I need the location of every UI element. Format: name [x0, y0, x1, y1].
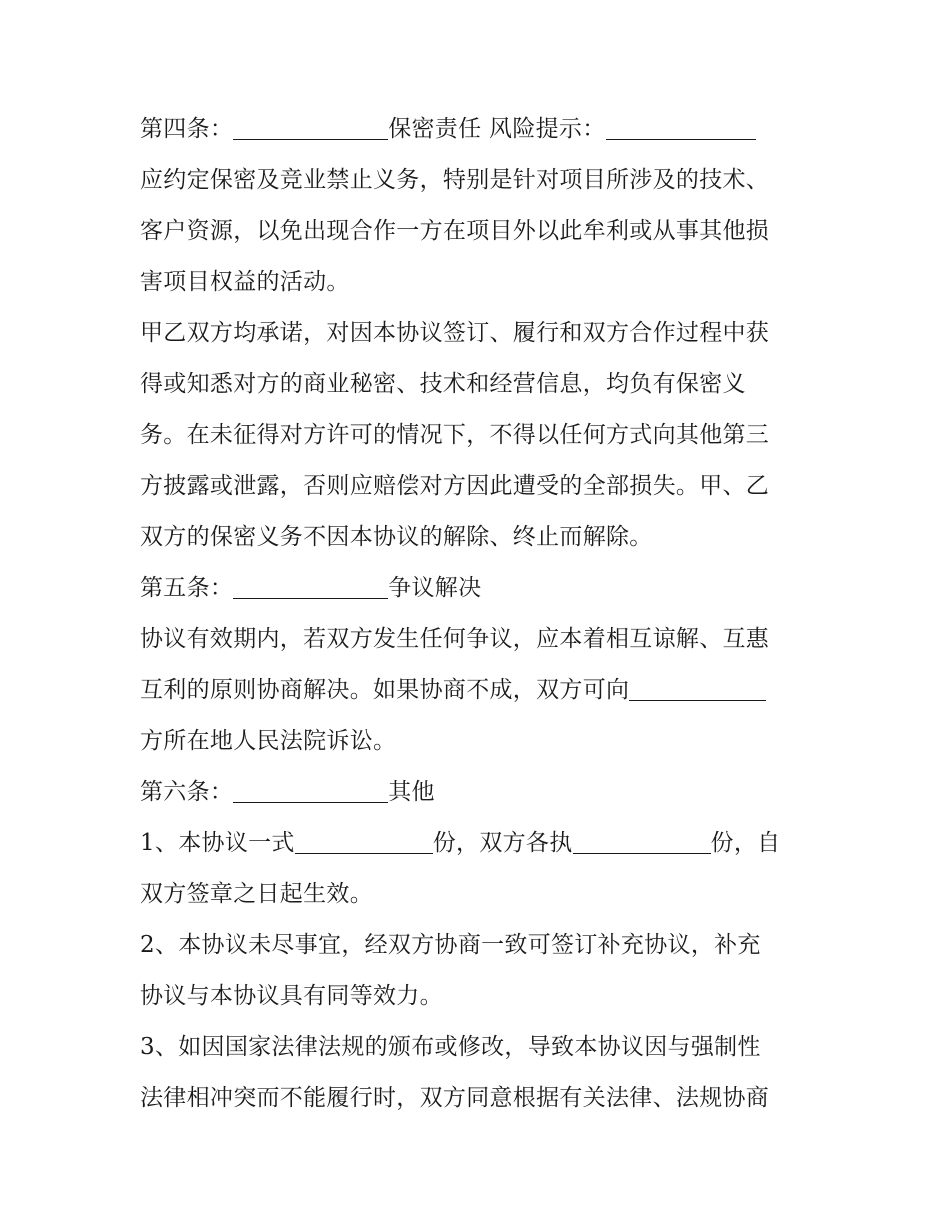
article6-item3-line: 法律相冲突而不能履行时，双方同意根据有关法律、法规协商	[140, 1085, 770, 1111]
article4-p2-line: 双方的保密义务不因本协议的解除、终止而解除。	[140, 524, 653, 550]
article6-heading-title: 其他	[388, 779, 435, 805]
article5-court-blank	[629, 672, 766, 701]
article5-heading-prefix: 第五条：	[140, 575, 234, 601]
article4-heading-prefix: 第四条：	[140, 116, 234, 142]
contract-body	[140, 104, 820, 1124]
article5-p1-text: 互利的原则协商解决。如果协商不成，双方可向	[140, 677, 630, 703]
article4-p1-line: 客户资源，以免出现合作一方在项目外以此牟利或从事其他损	[140, 218, 770, 244]
article4-blank-1	[233, 111, 388, 140]
article5-p1-line: 方所在地人民法院诉讼。	[140, 728, 397, 754]
article5-blank	[233, 570, 388, 599]
article4-p1-line: 害项目权益的活动。	[140, 269, 350, 295]
article4-p2-line: 得或知悉对方的商业秘密、技术和经营信息，均负有保密义	[140, 371, 746, 397]
copies-total-blank	[295, 825, 433, 854]
article6-item1-line	[140, 818, 820, 869]
article6-item3-line: 3、如因国家法律法规的颁布或修改，导致本协议因与强制性	[140, 1034, 761, 1060]
article6-blank	[233, 774, 388, 803]
article4-p2-line: 甲乙双方均承诺，对因本协议签订、履行和双方合作过程中获	[140, 320, 770, 346]
article4-p2-line: 务。在未征得对方许可的情况下，不得以任何方式向其他第三	[140, 422, 770, 448]
article6-item2-line: 协议与本协议具有同等效力。	[140, 983, 443, 1009]
article6-item1-text-a: 1、本协议一式	[140, 830, 295, 856]
article6-item1-text-b: 份，双方各执	[432, 830, 573, 856]
article4-heading	[140, 104, 820, 155]
article5-p1-line: 协议有效期内，若双方发生任何争议，应本着相互谅解、互惠	[140, 626, 770, 652]
article6-heading-prefix: 第六条：	[140, 779, 234, 805]
article4-p1-line: 应约定保密及竞业禁止义务，特别是针对项目所涉及的技术、	[140, 167, 770, 193]
article5-p1-line	[140, 665, 820, 716]
article4-p2-line: 方披露或泄露，否则应赔偿对方因此遭受的全部损失。甲、乙	[140, 473, 770, 499]
article4-heading-title: 保密责任 风险提示：	[388, 116, 606, 142]
article6-item1-line: 双方签章之日起生效。	[140, 881, 373, 907]
article4-blank-2	[606, 111, 756, 140]
copies-each-blank	[573, 825, 711, 854]
article6-heading	[140, 767, 820, 818]
article5-heading-title: 争议解决	[388, 575, 482, 601]
article6-item1-text-c: 份，自	[710, 830, 781, 856]
article5-heading	[140, 563, 820, 614]
article6-item2-line: 2、本协议未尽事宜，经双方协商一致可签订补充协议，补充	[140, 932, 761, 958]
